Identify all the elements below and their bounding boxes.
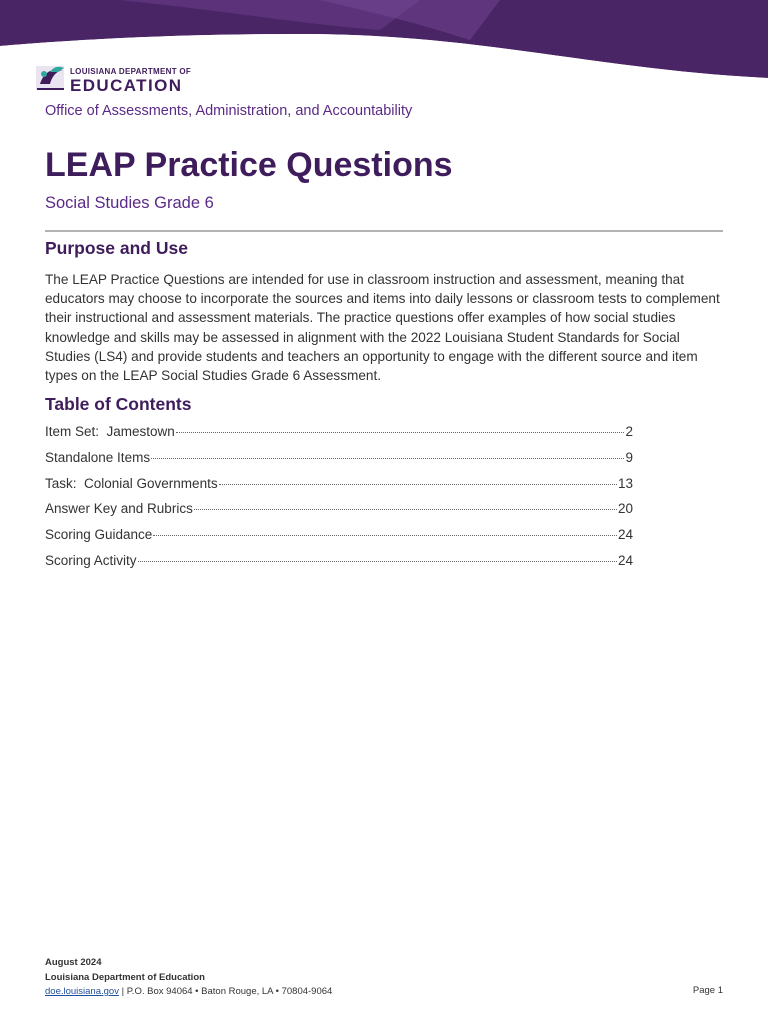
toc-leader: [151, 458, 624, 459]
toc-item-page: 9: [625, 449, 633, 465]
toc-item-page: 24: [617, 527, 633, 543]
page-footer: [45, 956, 332, 1000]
logo-big-text: EDUCATION: [70, 76, 183, 95]
toc-item-label: Answer Key and Rubrics: [45, 501, 193, 517]
footer-org: Louisiana Department of Education: [45, 971, 205, 983]
toc-leader: [138, 561, 617, 562]
toc-item-scoring-guidance[interactable]: [45, 527, 633, 553]
toc-leader: [194, 509, 617, 510]
toc-item-page: 20: [617, 501, 633, 517]
footer-link[interactable]: doe.louisiana.gov: [45, 986, 119, 997]
toc-item-page: 2: [625, 424, 633, 439]
page-title: LEAP Practice Questions: [45, 146, 453, 184]
toc-leader: [176, 432, 625, 433]
purpose-paragraph: The LEAP Practice Questions are intended for use in classroom instruction and assessment, meaning that educators may choose to incorporate the sources and items into daily lessons or classroom tests to complement their instructional and assessment materials. The practice questions offer examples of how social studies knowledge and skills may be assessed in alignment with the 2022 Louisiana Student Standards for Social Studies (LS4) and provide students and teachers an opportunity to engage with the different source and item types on the LEAP Social Studies Grade 6 Assessment.: [45, 272, 720, 384]
toc-item-jamestown[interactable]: [45, 424, 633, 450]
toc-leader: [219, 484, 617, 485]
title-divider: [45, 230, 723, 232]
toc-item-label: Scoring Activity: [45, 552, 137, 568]
toc-item-scoring-activity[interactable]: [45, 553, 633, 579]
office-name: Office of Assessments, Administration, and Accountability: [45, 103, 413, 119]
toc-item-answer-key[interactable]: [45, 501, 633, 527]
toc-item-page: 13: [617, 475, 633, 491]
toc-leader: [153, 535, 617, 536]
toc-item-label: Task: Colonial Governments: [45, 475, 218, 491]
ldoe-logo: [34, 62, 204, 96]
toc-item-label: Item Set: Jamestown: [45, 424, 175, 439]
toc-item-label: Standalone Items: [45, 449, 151, 465]
toc-item-colonial-governments[interactable]: [45, 476, 633, 502]
page-number: Page 1: [692, 985, 723, 996]
toc-item-page: 24: [617, 552, 633, 568]
footer-address: | P.O. Box 94064 • Baton Rouge, LA • 70804-9064: [118, 986, 333, 997]
toc-item-standalone[interactable]: [45, 450, 633, 476]
table-of-contents: [45, 424, 633, 579]
page-subtitle: Social Studies Grade 6: [45, 194, 214, 212]
toc-heading: Table of Contents: [45, 394, 192, 414]
footer-contact: [45, 985, 332, 1000]
pelican-icon: [34, 62, 68, 94]
toc-item-label: Scoring Guidance: [45, 527, 153, 543]
logo-small-text: LOUISIANA DEPARTMENT OF: [70, 67, 192, 76]
footer-date: August 2024: [45, 957, 102, 968]
purpose-heading: Purpose and Use: [45, 238, 188, 258]
